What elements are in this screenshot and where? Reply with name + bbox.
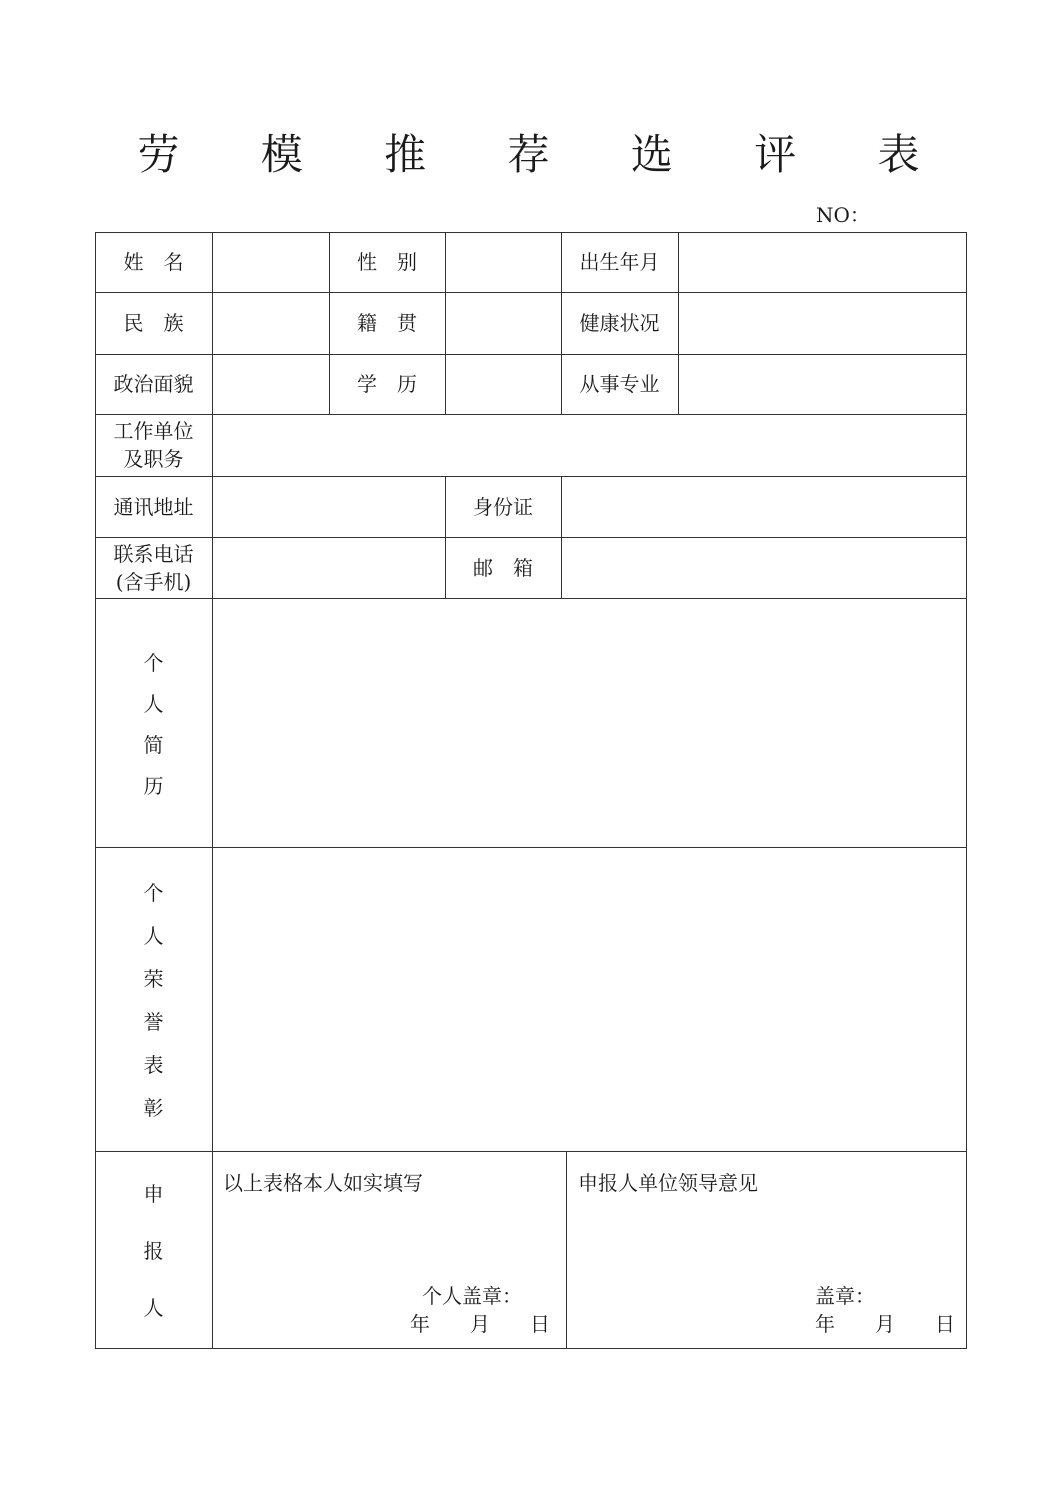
self-seal-label: 个人盖章： bbox=[422, 1284, 522, 1308]
ethnicity-label bbox=[95, 292, 213, 355]
address-label bbox=[95, 476, 213, 538]
native-place-label bbox=[329, 292, 446, 355]
id-card-field[interactable] bbox=[561, 476, 967, 538]
education-field[interactable] bbox=[445, 354, 562, 415]
honors-label-char: 个 bbox=[143, 881, 164, 905]
resume-label-char: 简 bbox=[143, 732, 164, 757]
email-label bbox=[445, 537, 562, 599]
resume-field[interactable] bbox=[212, 598, 967, 848]
resume-label bbox=[95, 598, 213, 848]
id-card-label-text: 身份证 bbox=[473, 494, 533, 519]
phone-label bbox=[95, 537, 213, 599]
honors-label-char: 誉 bbox=[143, 1010, 164, 1034]
applicant-label-char: 申 bbox=[143, 1182, 164, 1206]
ethnicity-field[interactable] bbox=[212, 292, 330, 355]
honors-label-char: 人 bbox=[143, 924, 164, 948]
resume-label-char: 人 bbox=[143, 691, 164, 716]
workplace-label bbox=[95, 414, 213, 477]
honors-label bbox=[95, 847, 213, 1152]
workplace-label-line2: 及职务 bbox=[123, 447, 184, 471]
leader-seal-label: 盖章： bbox=[815, 1284, 875, 1308]
self-date-label: 年 月 日 bbox=[410, 1312, 550, 1336]
health-field[interactable] bbox=[678, 292, 967, 355]
political-status-field[interactable] bbox=[212, 354, 330, 415]
gender-label-text: 性 别 bbox=[357, 250, 417, 274]
profession-field[interactable] bbox=[678, 354, 967, 415]
email-label-text: 邮 箱 bbox=[473, 555, 533, 580]
profession-label bbox=[561, 354, 679, 415]
name-label bbox=[95, 232, 213, 293]
honors-label-char: 荣 bbox=[143, 967, 164, 991]
phone-label-line2: (含手机) bbox=[115, 569, 192, 594]
honors-field[interactable] bbox=[212, 847, 967, 1152]
native-place-field[interactable] bbox=[445, 292, 562, 355]
gender-field[interactable] bbox=[445, 232, 562, 293]
birth-field[interactable] bbox=[678, 232, 967, 293]
gender-label bbox=[329, 232, 446, 293]
address-field[interactable] bbox=[212, 476, 446, 538]
name-label-text: 姓 名 bbox=[123, 250, 184, 274]
honors-label-char: 表 bbox=[143, 1053, 164, 1077]
form-title: 劳 模 推 荐 选 评 表 bbox=[137, 130, 954, 179]
phone-field[interactable] bbox=[212, 537, 446, 599]
resume-label-char: 个 bbox=[143, 650, 164, 675]
leader-opinion-label: 申报人单位领导意见 bbox=[578, 1171, 758, 1195]
phone-label-line1: 联系电话 bbox=[113, 541, 194, 566]
self-statement: 以上表格本人如实填写 bbox=[223, 1171, 423, 1195]
political-status-label-text: 政治面貌 bbox=[113, 372, 194, 396]
ethnicity-label-text: 民 族 bbox=[123, 311, 184, 335]
health-label bbox=[561, 292, 679, 355]
resume-label-char: 历 bbox=[143, 773, 164, 798]
education-label-text: 学 历 bbox=[357, 372, 417, 396]
workplace-label-line1: 工作单位 bbox=[113, 419, 194, 443]
serial-number-label: NO： bbox=[816, 203, 870, 227]
id-card-label bbox=[445, 476, 562, 538]
applicant-label bbox=[95, 1151, 213, 1349]
political-status-label bbox=[95, 354, 213, 415]
applicant-label-char: 人 bbox=[143, 1296, 164, 1320]
email-field[interactable] bbox=[561, 537, 967, 599]
health-label-text: 健康状况 bbox=[579, 311, 660, 335]
address-label-text: 通讯地址 bbox=[113, 494, 194, 519]
education-label bbox=[329, 354, 446, 415]
leader-date-label: 年 月 日 bbox=[815, 1312, 955, 1336]
birth-label-text: 出生年月 bbox=[579, 250, 660, 274]
applicant-label-char: 报 bbox=[143, 1239, 164, 1263]
honors-label-char: 彰 bbox=[143, 1096, 164, 1120]
workplace-field[interactable] bbox=[212, 414, 967, 477]
name-field[interactable] bbox=[212, 232, 330, 293]
native-place-label-text: 籍 贯 bbox=[357, 311, 417, 335]
birth-label bbox=[561, 232, 679, 293]
profession-label-text: 从事专业 bbox=[579, 372, 660, 396]
